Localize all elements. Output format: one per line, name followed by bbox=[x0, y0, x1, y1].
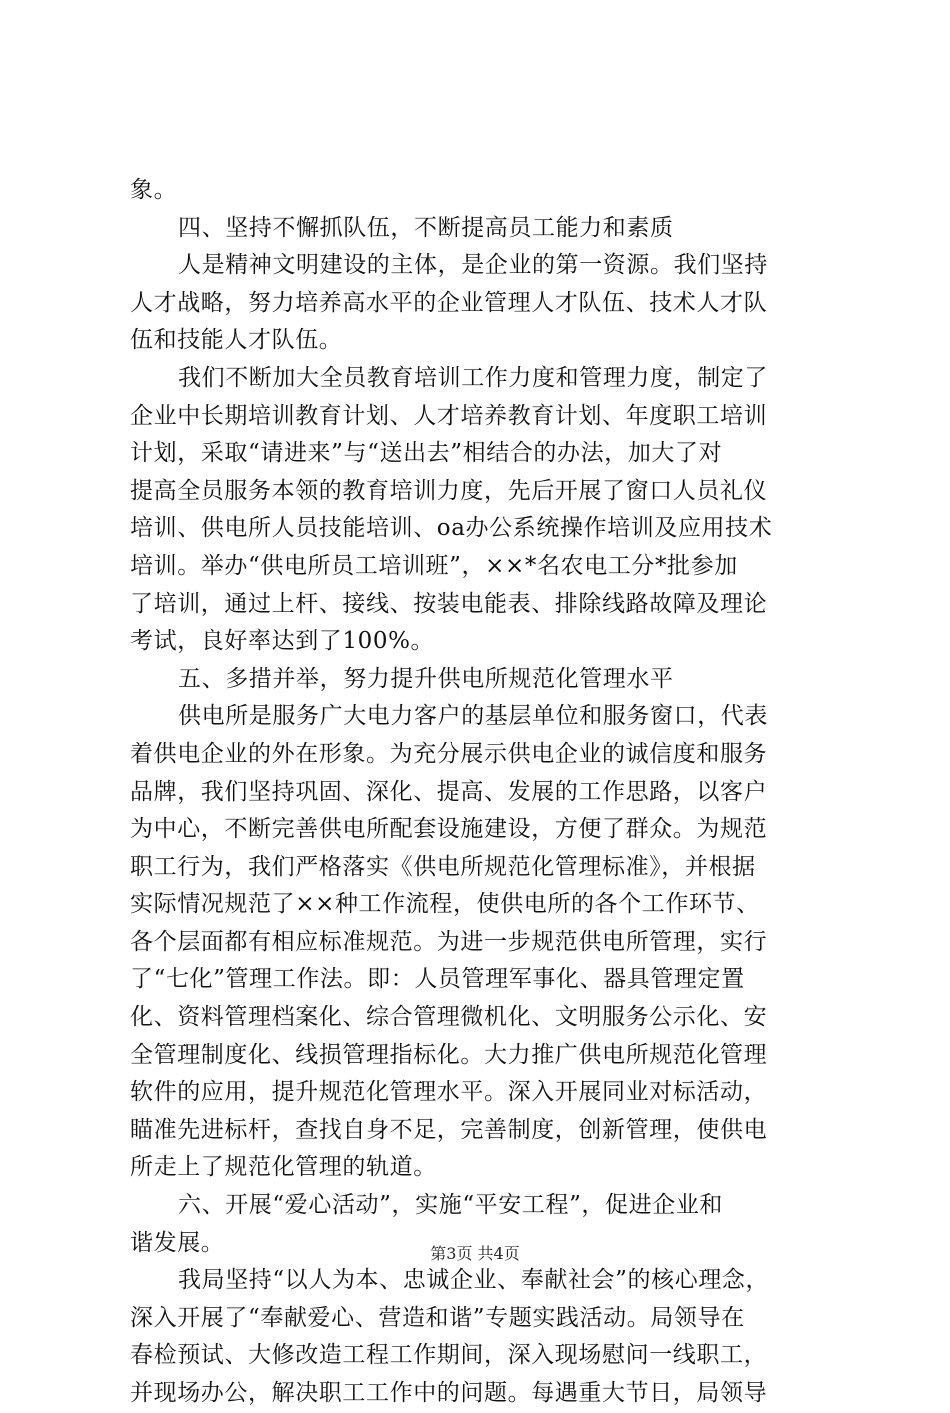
page-footer: 第3页 共4页 bbox=[430, 1244, 520, 1263]
text-line: 四、坚持不懈抓队伍，不断提高员工能力和素质 bbox=[178, 214, 674, 241]
text-line: 化、资料管理档案化、综合管理微机化、文明服务公示化、安 bbox=[130, 1004, 768, 1031]
text-line: 品牌，我们坚持巩固、深化、提高、发展的工作思路，以客户 bbox=[130, 778, 768, 805]
text-line: 实际情况规范了××种工作流程，使供电所的各个工作环节、 bbox=[130, 891, 760, 918]
text-line: 全管理制度化、线损管理指标化。大力推广供电所规范化管理 bbox=[130, 1041, 768, 1068]
text-line: 我局坚持“以人为本、忠诚企业、奉献社会”的核心理念， bbox=[178, 1267, 770, 1294]
text-line: 象。 bbox=[130, 177, 178, 203]
text-line: 五、多措并举，努力提升供电所规范化管理水平 bbox=[178, 665, 674, 692]
text-line: 着供电企业的外在形象。为充分展示供电企业的诚信度和服务 bbox=[130, 740, 768, 767]
text-line: 为中心，不断完善供电所配套设施建设，方便了群众。为规范 bbox=[130, 816, 768, 843]
text-line: 人是精神文明建设的主体，是企业的第一资源。我们坚持 bbox=[178, 252, 768, 279]
text-line: 计划，采取“请进来”与“送出去”相结合的办法，加大了对 bbox=[130, 440, 723, 467]
text-line: 职工行为，我们严格落实《供电所规范化管理标准》，并根据 bbox=[130, 853, 756, 880]
text-line: 并现场办公，解决职工工作中的问题。每遇重大节日，局领导 bbox=[130, 1380, 768, 1406]
text-line: 人才战略，努力培养高水平的企业管理人才队伍、技术人才队 bbox=[130, 289, 768, 316]
text-line: 软件的应用，提升规范化管理水平。深入开展同业对标活动， bbox=[130, 1079, 768, 1106]
text-line: 所走上了规范化管理的轨道。 bbox=[130, 1154, 437, 1181]
text-line: 提高全员服务本领的教育培训力度，先后开展了窗口人员礼仪 bbox=[130, 477, 768, 504]
text-line: 伍和技能人才队伍。 bbox=[130, 327, 343, 354]
text-line: 了培训，通过上杆、接线、按装电能表、排除线路故障及理论 bbox=[130, 590, 768, 617]
text-line: 深入开展了“奉献爱心、营造和谐”专题实践活动。局领导在 bbox=[130, 1304, 745, 1331]
body-text bbox=[130, 172, 842, 1413]
text-line: 春检预试、大修改造工程工作期间，深入现场慰问一线职工， bbox=[130, 1342, 768, 1369]
text-line: 我们不断加大全员教育培训工作力度和管理力度，制定了 bbox=[178, 364, 768, 391]
text-line: 六、开展“爱心活动”，实施“平安工程”，促进企业和 bbox=[178, 1192, 724, 1219]
text-line: 瞄准先进标杆，查找自身不足，完善制度，创新管理，使供电 bbox=[130, 1116, 768, 1143]
text-line: 各个层面都有相应标准规范。为进一步规范供电所管理，实行 bbox=[130, 928, 768, 955]
text-line: 培训、供电所人员技能培训、oa办公系统操作培训及应用技术 bbox=[130, 515, 773, 542]
text-line: 谐发展。 bbox=[130, 1229, 225, 1256]
text-line: 了“七化”管理工作法。即：人员管理军事化、器具管理定置 bbox=[130, 966, 745, 993]
text-line: 企业中长期培训教育计划、人才培养教育计划、年度职工培训 bbox=[130, 402, 768, 429]
text-line: 供电所是服务广大电力客户的基层单位和服务窗口，代表 bbox=[178, 703, 768, 730]
text-line: 考试，良好率达到了100%。 bbox=[130, 628, 435, 655]
text-line: 培训。举办“供电所员工培训班”，××*名农电工分*批参加 bbox=[130, 552, 738, 579]
